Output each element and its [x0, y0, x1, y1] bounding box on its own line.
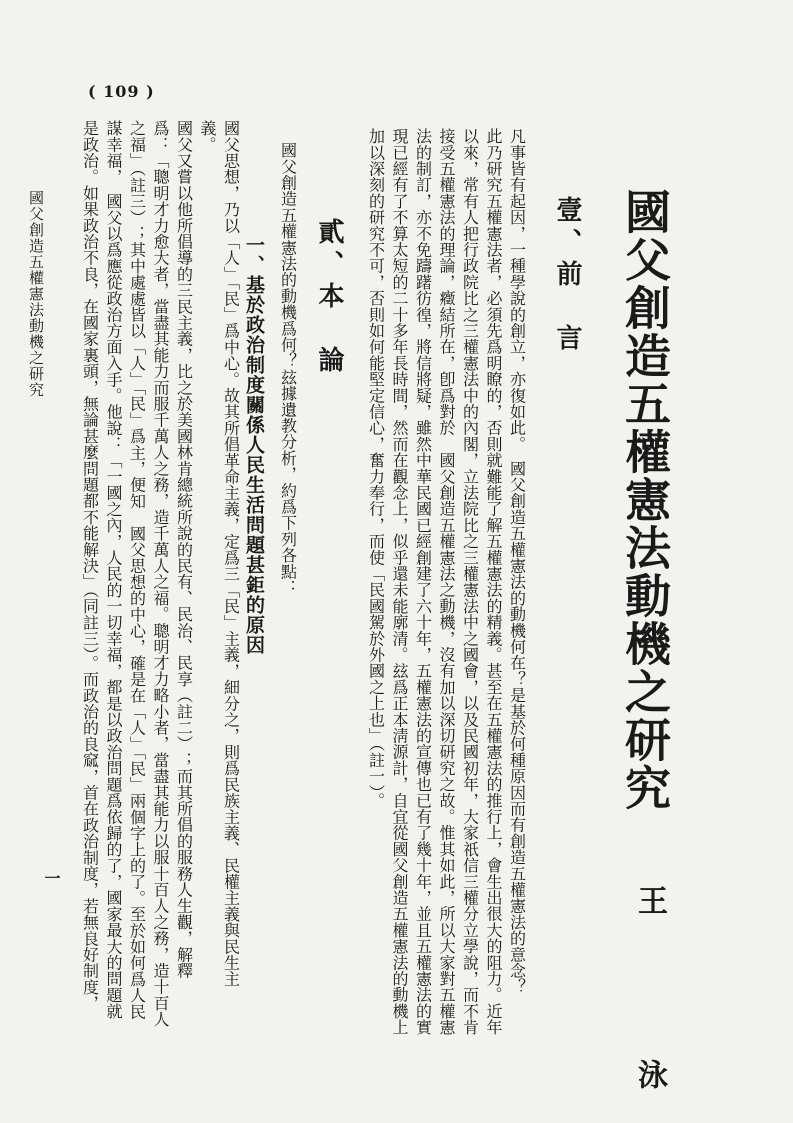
subsection-paragraph: 國父思想，乃以「人」「民」爲中心。故其所倡革命主義，定爲三「民」主義，細分之，則爲民族主義、民權主義與民生主 義。 國父又嘗以他所倡導的三民主義，比之於美國林肯總統所說的民有、民治、民享（註二）；而其所倡的服務人生觀，解釋 爲：「聰明才力愈大者，當盡其能力而服千萬人之務，造千萬人之福。聰明才力略小者，當盡其能力以服十百人之務，造十百人 之福」（註三）；其中處處皆以「人」「民」爲主，便知 國父思想的中心，確是在「人」「民」兩個字上的了。至於如何爲人民 謀幸福， 國父以爲應從政治方面入手。他說：「一國之內，人民的一切幸福，都是以政治問題爲依歸的了，國家最大的問題就 是政治。如果政治不良，在國家裏頭，無論甚麼問題都不能解決」（同註三）。而政治的良窳，首在政治制度，若無良好制度， — [80, 120, 241, 1028]
introduction-paragraph: 凡事皆有起因，一種學說的創立，亦復如此。 國父創造五權憲法的動機何在？是基於何種原因而有創造五權憲法的意念？ 此乃研究五權憲法者，必須先爲明瞭的，否則就難能了解五權憲法的精義。甚至在五權憲法的推行上，會生出很大的阻力。近年 以來，常有人把行政院比之三權憲法中的內閣，立法院比之三權憲法中之國會，以及民國初年，大家祇信三權分立學說，而不肯 接受五權憲法的理論，癥結所在，卽爲對於 國父創造五權憲法之動機，沒有加以深切研究之故。惟其如此，所以大家對五權憲 法的制訂，亦不免躊躇彷徨，將信將疑，雖然中華民國已經創建了六十年，五權憲法的宣傳也已有了幾十年，並且五權憲法的實 現已經有了不算太短的二十多年長時間，然而在觀念上，似乎還未能廓清。玆爲正本淸源計，自宜從國父創造五權憲法的動機上 加以深刻的研究不可，否則如何能堅定信心，奮力奉行，而使「民國駕於外國之上也」（註一）。 — [366, 128, 527, 1036]
article-title: 國父創造五權憲法動機之研究 — [618, 188, 672, 812]
main-discussion-intro: 國父創造五權憲法的動機爲何？玆據遺教分析，約爲下列各點： — [278, 142, 298, 596]
page-number: ( 109 ) — [88, 82, 155, 101]
section-heading-introduction: 壹、前 言 — [552, 196, 582, 356]
subsection-heading: 一、基於政治制度關係人民生活問題甚鉅的原因 — [243, 235, 265, 655]
author-name: 王 泳 — [632, 885, 667, 1117]
footer-page-mark: 一 — [42, 870, 61, 886]
side-running-title: 國父創造五權憲法動機之研究 — [27, 190, 45, 398]
section-heading-main-discussion: 貳、本 論 — [314, 218, 344, 378]
